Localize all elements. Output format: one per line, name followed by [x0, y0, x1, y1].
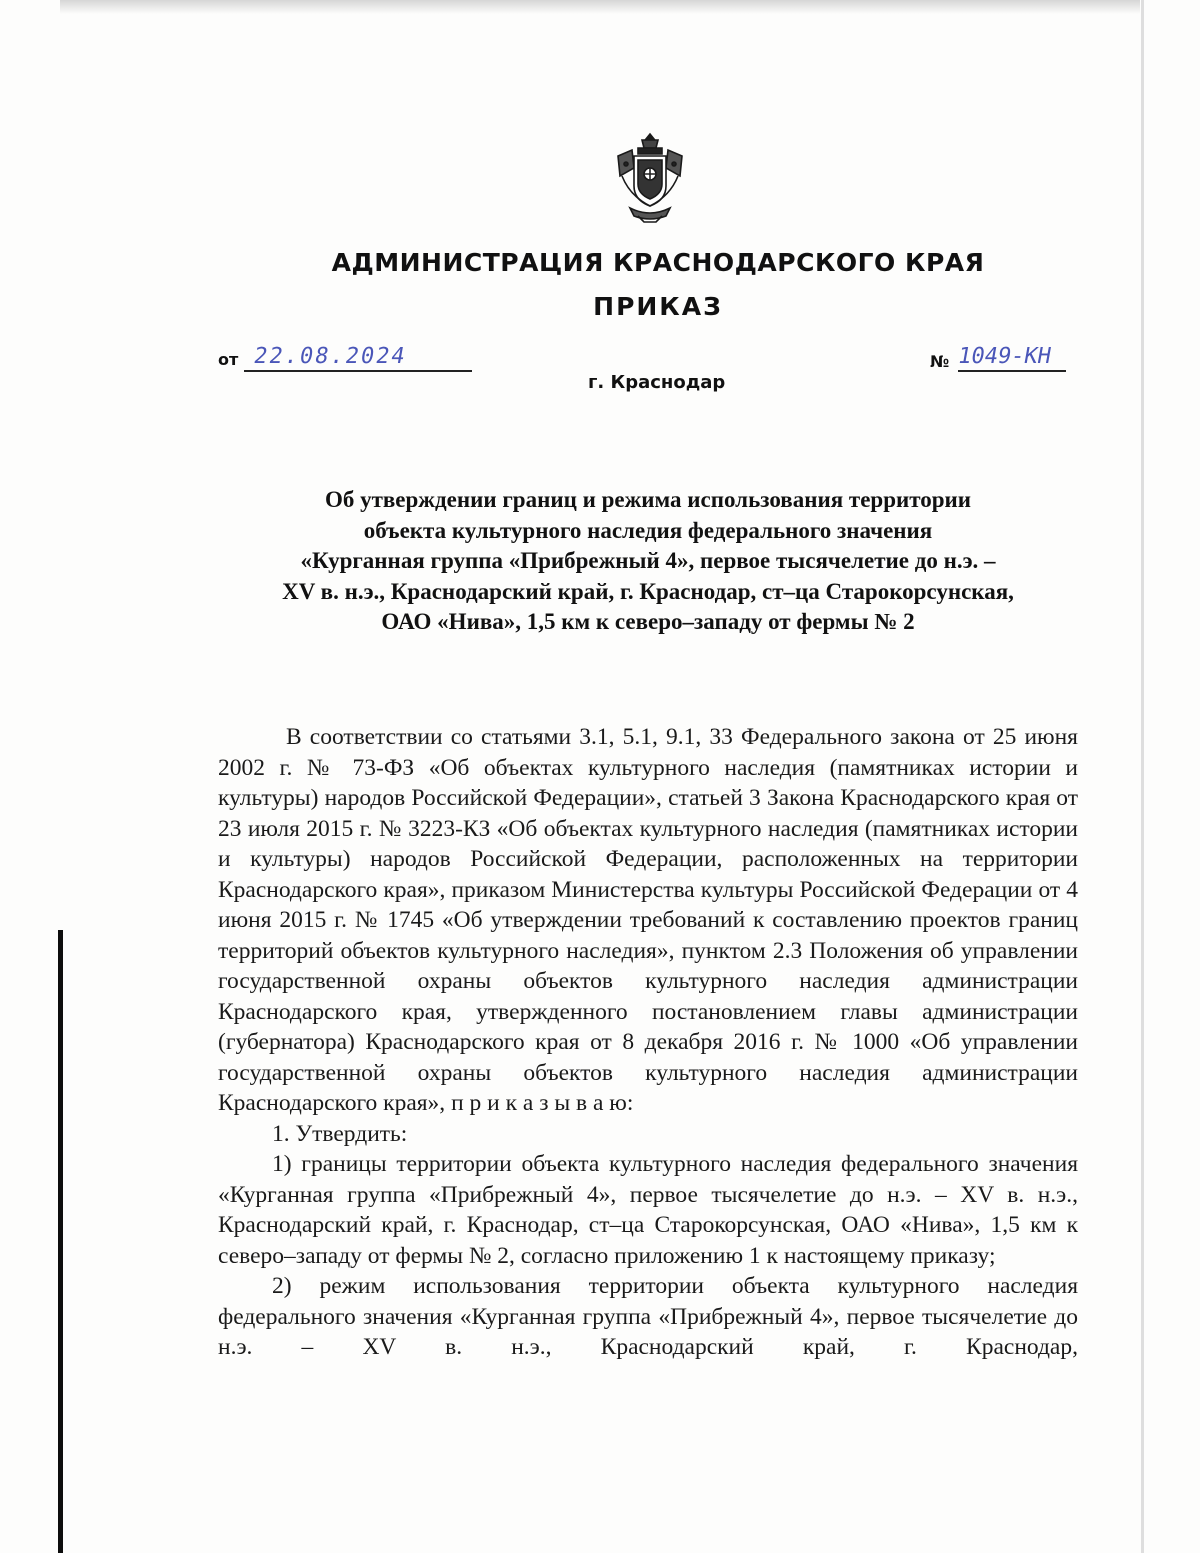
date-label: от	[218, 350, 239, 369]
item-1-1: 1) границы территории объекта культурного наследия федерального значения «Курганная группа «Прибрежный 4», первое тысячелетие до н.э. – XV в. н.э., Краснодарский край, г. Краснодар, ст–ца Старокорсунская, ОАО «Нива», 1,5 км к северо–западу от фермы № 2, согласно приложению 1 к настоящему приказу;	[218, 1151, 1078, 1269]
date-underline	[244, 370, 472, 372]
handwritten-number: 1049-КН	[955, 344, 1053, 369]
title-line: ОАО «Нива», 1,5 км к северо–западу от фермы № 2	[381, 609, 915, 634]
organization-name: АДМИНИСТРАЦИЯ КРАСНОДАРСКОГО КРАЯ	[331, 248, 985, 277]
krasnodar-krai-coat-of-arms-icon	[608, 130, 692, 226]
title-line: XV в. н.э., Краснодарский край, г. Краснодар, ст–ца Старокорсунская,	[282, 578, 1014, 604]
document-type: ПРИКАЗ	[593, 292, 723, 321]
number-underline	[958, 370, 1066, 372]
order-title	[218, 485, 1078, 638]
title-line: объекта культурного наследия федерального значения	[363, 517, 933, 543]
title-line: Об утверждении границ и режима использования территории	[324, 487, 972, 512]
handwritten-date: 22.08.2024	[251, 344, 409, 369]
item-1-2: 2) режим использования территории объекта культурного наследия федерального значения «Курганная группа «Прибрежный 4», первое тысячелетие до н.э. – XV в. н.э., Краснодарский край, г. Краснодар,	[218, 1273, 1078, 1360]
item-1: 1. Утвердить:	[272, 1120, 408, 1147]
scan-left-edge	[58, 930, 63, 1553]
scan-top-shadow	[60, 0, 1140, 14]
scan-right-edge	[1141, 0, 1144, 1553]
order-word: п р и к а з ы в а ю:	[451, 1090, 634, 1116]
number-label: №	[930, 352, 950, 371]
order-body	[218, 722, 1078, 1363]
title-line: «Курганная группа «Прибрежный 4», первое тысячелетие до н.э. –	[300, 548, 996, 573]
preamble-text: В соответствии со статьями 3.1, 5.1, 9.1, 33 Федерального закона от 25 июня 2002 г. № 73-ФЗ «Об объектах культурного наследия (памятниках истории и культуры) народов Российской Федерации», статьей 3 Закона Краснодарского края от 23 июля 2015 г. № 3223-КЗ «Об объектах культурного наследия (памятниках истории и культуры) народов Российской Федерации, расположенных на территории Краснодарского края», приказом Министерства культуры Российской Федерации от 4 июня 2015 г. № 1745 «Об утверждении требований к составлению проектов границ территорий объектов культурного наследия», пунктом 2.3 Положения об управлении государственной охраны объектов культурного наследия администрации Краснодарского края, утвержденного постановлением главы администрации (губернатора) Краснодарского края от 8 декабря 2016 г. № 1000 «Об управлении государственной охраны объектов культурного наследия администрации Краснодарского края»,	[218, 724, 1078, 1116]
preamble-paragraph	[218, 722, 1078, 1119]
city: г. Краснодар	[588, 372, 726, 393]
